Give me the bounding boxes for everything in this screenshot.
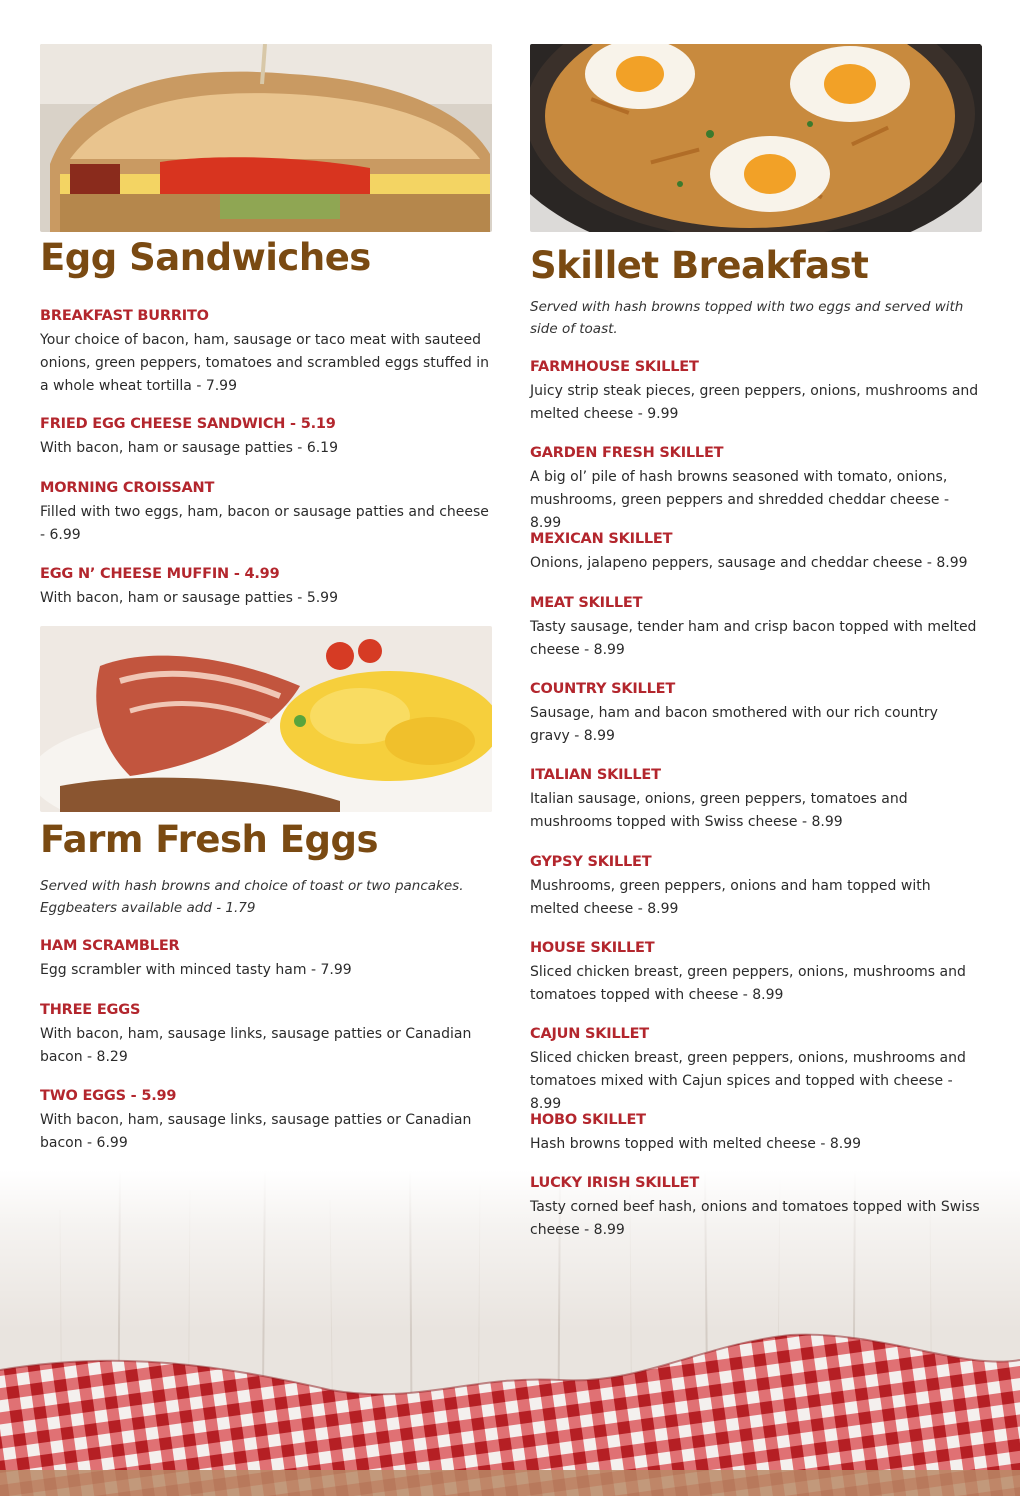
farm-fresh-eggs-heading: Farm Fresh Eggs bbox=[40, 818, 379, 861]
item-title: BREAKFAST BURRITO bbox=[40, 308, 209, 324]
item-title: GYPSY SKILLET bbox=[530, 854, 652, 870]
item-description: Sliced chicken breast, green peppers, onions, mushrooms and tomatoes topped with cheese - 8.99 bbox=[530, 964, 966, 1003]
item-description: Mushrooms, green peppers, onions and ham topped with melted cheese - 8.99 bbox=[530, 878, 931, 917]
item-title: COUNTRY SKILLET bbox=[530, 681, 676, 697]
item-description: Egg scrambler with minced tasty ham - 7.99 bbox=[40, 962, 352, 978]
list-item bbox=[530, 529, 982, 575]
item-description: With bacon, ham or sausage patties - 5.99 bbox=[40, 590, 338, 606]
item-description: Onions, jalapeno peppers, sausage and cheddar cheese - 8.99 bbox=[530, 555, 968, 571]
list-item bbox=[530, 593, 982, 662]
item-title: FRIED EGG CHEESE SANDWICH - 5.19 bbox=[40, 416, 336, 432]
list-item bbox=[530, 679, 982, 748]
item-description: Juicy strip steak pieces, green peppers, onions, mushrooms and melted cheese - 9.99 bbox=[530, 383, 979, 422]
item-description: Hash browns topped with melted cheese - 8.99 bbox=[530, 1136, 862, 1152]
item-title: LUCKY IRISH SKILLET bbox=[530, 1175, 700, 1191]
list-item bbox=[530, 1173, 982, 1242]
item-description: Tasty corned beef hash, onions and tomatoes topped with Swiss cheese - 8.99 bbox=[530, 1199, 980, 1238]
item-title: ITALIAN SKILLET bbox=[530, 767, 661, 783]
item-title: MORNING CROISSANT bbox=[40, 480, 215, 496]
farm-fresh-eggs-intro: Served with hash browns and choice of toast or two pancakes. Eggbeaters available add - 1.79 bbox=[40, 878, 464, 916]
list-item bbox=[40, 1086, 492, 1155]
item-description: Your choice of bacon, ham, sausage or taco meat with sauteed onions, green peppers, tomatoes and scrambled eggs stuffed in a whole wheat tortilla - 7.99 bbox=[40, 332, 489, 394]
list-item bbox=[530, 1024, 982, 1116]
list-item bbox=[40, 306, 492, 398]
list-item bbox=[40, 414, 492, 460]
egg-sandwiches-heading: Egg Sandwiches bbox=[40, 236, 371, 279]
item-description: Italian sausage, onions, green peppers, tomatoes and mushrooms topped with Swiss cheese - 8.99 bbox=[530, 791, 908, 830]
item-description: A big ol’ pile of hash browns seasoned with tomato, onions, mushrooms, green peppers and shredded cheddar cheese - 8.99 bbox=[530, 469, 950, 531]
item-description: Tasty sausage, tender ham and crisp bacon topped with melted cheese - 8.99 bbox=[530, 619, 977, 658]
item-title: THREE EGGS bbox=[40, 1002, 141, 1018]
sandwich-photo-icon bbox=[40, 44, 492, 232]
item-description: Filled with two eggs, ham, bacon or sausage patties and cheese - 6.99 bbox=[40, 504, 489, 543]
item-title: HOBO SKILLET bbox=[530, 1112, 646, 1128]
farm-fresh-eggs-photo bbox=[40, 626, 492, 812]
list-item bbox=[530, 443, 982, 535]
skillet-breakfast-intro: Served with hash browns topped with two eggs and served with side of toast. bbox=[530, 299, 964, 337]
list-item bbox=[40, 936, 492, 982]
list-item bbox=[530, 1110, 982, 1156]
item-description: With bacon, ham, sausage links, sausage patties or Canadian bacon - 8.29 bbox=[40, 1026, 472, 1065]
list-item bbox=[40, 1000, 492, 1069]
list-item bbox=[530, 852, 982, 921]
item-title: MEXICAN SKILLET bbox=[530, 531, 673, 547]
item-title: TWO EGGS - 5.99 bbox=[40, 1088, 177, 1104]
item-description: Sliced chicken breast, green peppers, onions, mushrooms and tomatoes mixed with Cajun spices and topped with cheese - 8.99 bbox=[530, 1050, 966, 1112]
list-item bbox=[530, 765, 982, 834]
item-description: With bacon, ham, sausage links, sausage patties or Canadian bacon - 6.99 bbox=[40, 1112, 472, 1151]
list-item bbox=[530, 938, 982, 1007]
list-item bbox=[40, 564, 492, 610]
item-title: EGG N’ CHEESE MUFFIN - 4.99 bbox=[40, 566, 280, 582]
skillet-breakfast-heading: Skillet Breakfast bbox=[530, 244, 869, 287]
skillet-photo bbox=[530, 44, 982, 232]
item-title: FARMHOUSE SKILLET bbox=[530, 359, 699, 375]
item-title: HOUSE SKILLET bbox=[530, 940, 655, 956]
item-title: CAJUN SKILLET bbox=[530, 1026, 649, 1042]
bacon-eggs-photo-icon bbox=[40, 626, 492, 812]
list-item bbox=[40, 478, 492, 547]
egg-sandwich-photo bbox=[40, 44, 492, 232]
item-title: GARDEN FRESH SKILLET bbox=[530, 445, 724, 461]
skillet-photo-icon bbox=[530, 44, 982, 232]
list-item bbox=[530, 357, 982, 426]
item-title: HAM SCRAMBLER bbox=[40, 938, 180, 954]
item-description: Sausage, ham and bacon smothered with our rich country gravy - 8.99 bbox=[530, 705, 938, 744]
item-title: MEAT SKILLET bbox=[530, 595, 643, 611]
item-description: With bacon, ham or sausage patties - 6.19 bbox=[40, 440, 338, 456]
